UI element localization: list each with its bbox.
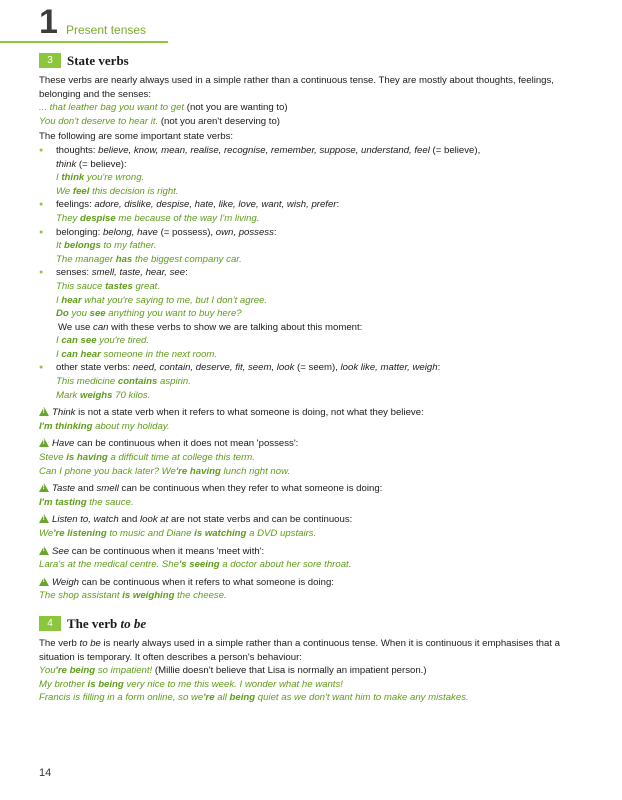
state-verb-list: [39, 144, 584, 402]
list-item-belonging: ● belonging: belong, have (= possess), own, possess: It belongs to my father. The manager has the biggest company car.: [39, 226, 584, 267]
example-line: My brother is being very nice to me this week. I wonder what he wants!: [39, 678, 343, 690]
section-title: The verb to be: [67, 615, 147, 631]
example-line: You don't deserve to hear it. (not you aren't deserving to): [39, 115, 280, 127]
list-item-other: ● other state verbs: need, contain, deserve, fit, seem, look (= seem), look like, matter, weigh: This medicine contains aspirin. Mark weighs 70 kilos.: [39, 361, 584, 402]
intro-paragraph: These verbs are nearly always used in a simple rather than a continuous tense. They are mostly about thoughts, feelings, belonging and the senses:: [39, 75, 554, 100]
page-header: [0, 0, 622, 46]
warning-icon: [39, 577, 49, 586]
warning-icon: [39, 438, 49, 447]
example-line: Francis is filling in a form online, so we're all being quiet as we don't want him to make any mistakes.: [39, 692, 469, 704]
example-line: You're being so impatient! (Millie doesn't believe that Lisa is normally an impatient person.): [39, 665, 427, 677]
page-content: [39, 50, 584, 705]
section-number-badge: 4: [39, 616, 61, 631]
header-rule: [0, 41, 168, 43]
section-title: State verbs: [67, 52, 129, 68]
page-number: 14: [39, 767, 52, 779]
warning-icon: [39, 483, 49, 492]
list-item-thoughts: ● thoughts: believe, know, mean, realise, recognise, remember, suppose, understand, feel (= believe), think (= believe): I think you're wrong. We feel this decision is right.: [39, 144, 584, 198]
list-item-senses: ● senses: smell, taste, hear, see: This sauce tastes great. I hear what you're saying to me, but I don't agree. Do you see anything you want to buy here? We use can with these verbs to show we are talking about this moment: I can see you're tired. I can hear someone in the next room.: [39, 266, 584, 361]
warning-note: !See can be continuous when it means 'meet with': Lara's at the medical centre. She's seeing a doctor about her sore throat.: [39, 545, 584, 572]
section-number-badge: 3: [39, 53, 61, 68]
warning-icon: [39, 407, 49, 416]
list-item-feelings: ● feelings: adore, dislike, despise, hate, like, love, want, wish, prefer: They despise me because of the way I'm living.: [39, 198, 584, 225]
warning-note: !Have can be continuous when it does not mean 'possess': Steve is having a difficult time at college this term. Can I phone you back later? We're having lunch right now.: [39, 437, 584, 478]
warning-note: !Taste and smell can be continuous when they refer to what someone is doing: I'm tasting the sauce.: [39, 482, 584, 509]
example-line: ... that leather bag you want to get (not you are wanting to): [39, 102, 288, 114]
chapter-title: Present tenses: [66, 23, 147, 37]
warning-note: !Listen to, watch and look at are not state verbs and can be continuous: We're listening to music and Diane is watching a DVD upstairs.: [39, 513, 584, 540]
list-intro: The following are some important state verbs:: [39, 131, 234, 143]
warning-note: !Weigh can be continuous when it refers to what someone is doing: The shop assistant is weighing the cheese.: [39, 576, 584, 603]
warning-icon: [39, 514, 49, 523]
chapter-number: 1: [39, 3, 58, 41]
section-4-body: The verb to be is nearly always used in a simple rather than a continuous tense. When it is continuous it emphasises that a situation is temporary. It often describes a person's behaviour:: [39, 637, 561, 663]
warning-icon: [39, 546, 49, 555]
warning-note: !Think is not a state verb when it refers to what someone is doing, not what they believe: I'm thinking about my holiday.: [39, 406, 584, 433]
section-3-heading: [39, 53, 584, 68]
section-4-heading: [39, 616, 584, 631]
